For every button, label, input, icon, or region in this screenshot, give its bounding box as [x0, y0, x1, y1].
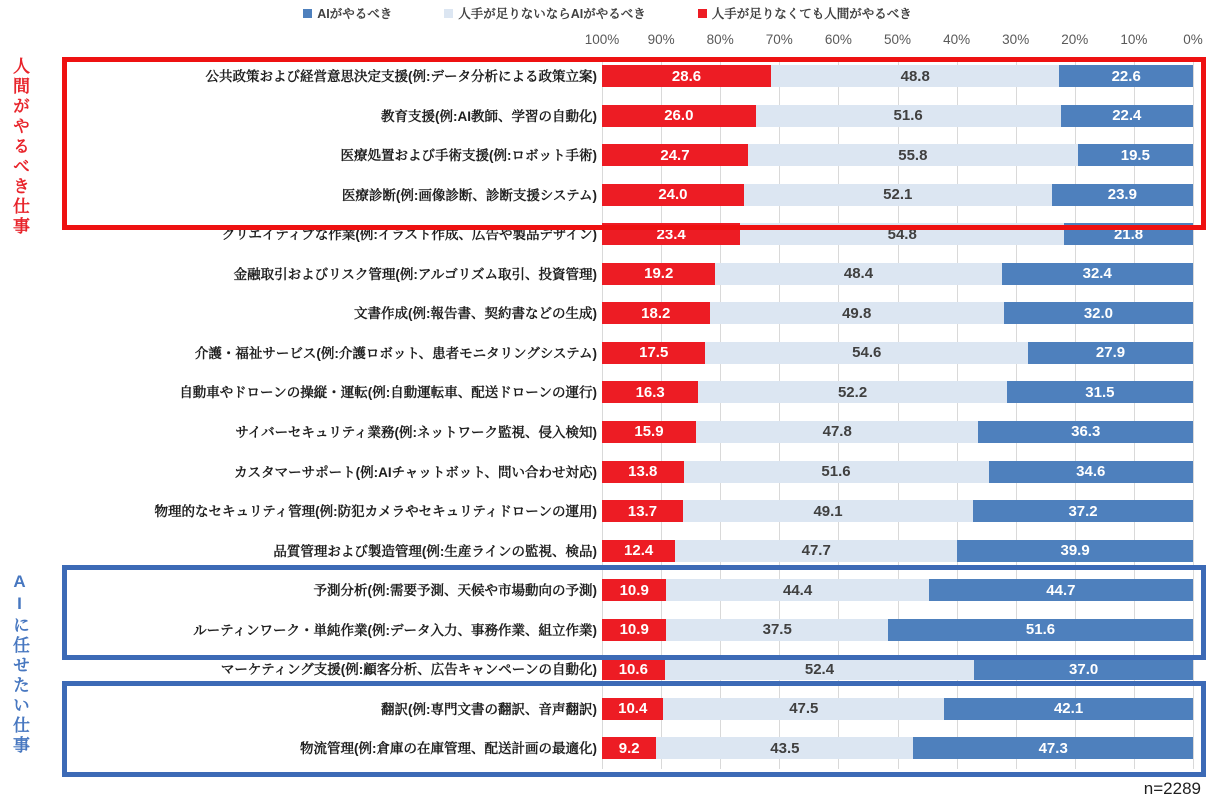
bar-segment-ai-if-needed	[666, 579, 928, 601]
bar-segment-ai-if-needed	[740, 223, 1064, 245]
bar-value: 37.5	[762, 621, 792, 639]
bar-segment-human	[602, 105, 756, 127]
axis-tick-label: 90%	[647, 32, 675, 47]
row-label: 介護・福祉サービス(例:介護ロボット、患者モニタリングシステム)	[194, 345, 597, 361]
bar-segment-human	[602, 342, 705, 364]
bar-value: 32.0	[1083, 304, 1114, 322]
bar-segment-ai-if-needed	[698, 381, 1007, 403]
bar-value: 23.4	[656, 225, 686, 243]
bar-row	[602, 65, 1193, 87]
bar-segment-ai-if-needed	[715, 263, 1001, 285]
bar-value: 22.6	[1111, 67, 1141, 85]
bar-value: 24.7	[660, 146, 690, 164]
bar-segment-ai-if-needed	[748, 144, 1078, 166]
bar-row	[602, 500, 1193, 522]
gridline	[1193, 57, 1194, 769]
row-label: カスタマーサポート(例:AIチャットボット、問い合わせ対応)	[234, 464, 597, 480]
bar-value: 32.4	[1082, 265, 1112, 283]
bar-row	[602, 658, 1193, 680]
bar-value: 19.5	[1120, 146, 1150, 164]
bar-value: 34.6	[1076, 463, 1106, 480]
axis-tick-label: 0%	[1183, 32, 1203, 47]
row-label: 文書作成(例:報告書、契約書などの生成)	[354, 306, 597, 322]
bar-value: 26.0	[664, 107, 694, 125]
bar-segment-ai	[978, 421, 1193, 443]
bar-value: 37.2	[1068, 502, 1098, 520]
bar-value: 10.9	[619, 621, 649, 639]
bar-segment-ai	[1078, 144, 1193, 166]
bar-segment-ai	[1007, 381, 1193, 403]
bar-value: 23.9	[1107, 186, 1137, 204]
bar-value: 17.5	[639, 344, 669, 362]
bar-value: 51.6	[821, 463, 851, 480]
row-label: 物理的なセキュリティ管理(例:防犯カメラやセキュリティドローンの運用)	[154, 504, 597, 520]
bar-segment-human	[602, 619, 666, 641]
bar-value: 42.1	[1053, 700, 1084, 718]
bar-segment-human	[602, 381, 698, 403]
bar-row	[602, 105, 1193, 127]
bar-segment-ai	[1004, 302, 1193, 324]
legend-item	[444, 4, 646, 22]
legend-swatch-icon	[698, 9, 707, 18]
bar-value: 49.8	[842, 304, 872, 322]
axis-tick-label: 50%	[883, 32, 912, 47]
bar-segment-ai-if-needed	[771, 65, 1059, 87]
legend-item-label: AIがやるべき	[317, 7, 393, 21]
bar-value: 43.5	[770, 739, 800, 757]
row-label: 予測分析(例:需要予測、天候や市場動向の予測)	[313, 583, 597, 599]
bar-segment-ai-if-needed	[684, 461, 989, 483]
bar-value: 13.7	[627, 502, 658, 520]
bar-segment-ai	[1064, 223, 1193, 245]
bar-value: 13.8	[628, 463, 658, 480]
bar-segment-ai-if-needed	[705, 342, 1028, 364]
bar-value: 16.3	[635, 383, 665, 401]
bar-segment-ai	[1061, 105, 1193, 127]
bar-value: 47.7	[801, 542, 831, 560]
bar-segment-ai	[1002, 263, 1193, 285]
bar-row	[602, 619, 1193, 641]
row-label: クリエイティブな作業(例:イラスト作成、広告や製品デザイン)	[221, 227, 597, 243]
axis-tick-label: 70%	[765, 32, 793, 47]
bar-segment-human	[602, 144, 748, 166]
legend-item-label: 人手が足りなくても人間がやるべき	[711, 7, 912, 21]
legend-swatch-icon	[444, 9, 453, 18]
bar-segment-ai	[957, 540, 1193, 562]
bar-value: 54.6	[852, 344, 882, 362]
bar-segment-human	[602, 658, 665, 680]
bar-value: 21.8	[1113, 225, 1144, 243]
row-label: 自動車やドローンの操縦・運転(例:自動運転車、配送ドローンの運行)	[179, 385, 597, 401]
bar-value: 22.4	[1112, 107, 1142, 125]
bar-segment-human	[602, 737, 656, 759]
bar-row	[602, 421, 1193, 443]
bar-value: 10.6	[618, 660, 648, 678]
bar-segment-human	[602, 579, 666, 601]
bar-value: 51.6	[1025, 621, 1056, 639]
axis-tick-label: 60%	[824, 32, 852, 47]
bar-value: 27.9	[1095, 344, 1126, 362]
bar-row	[602, 461, 1193, 483]
bar-segment-human	[602, 421, 696, 443]
bar-value: 15.9	[634, 423, 664, 441]
bar-segment-human	[602, 500, 683, 522]
bar-segment-human	[602, 223, 740, 245]
bar-value: 28.6	[671, 67, 702, 85]
bar-value: 18.2	[641, 304, 671, 322]
bar-segment-ai	[1052, 184, 1193, 206]
bar-segment-ai	[1059, 65, 1193, 87]
bar-value: 10.9	[619, 581, 649, 599]
row-label: 物流管理(例:倉庫の在庫管理、配送計画の最適化)	[300, 741, 597, 757]
bar-segment-ai-if-needed	[710, 302, 1004, 324]
bar-row	[602, 579, 1193, 601]
ai-tasks-box-2	[62, 681, 1206, 777]
bar-value: 47.5	[789, 700, 819, 718]
bar-segment-ai-if-needed	[683, 500, 973, 522]
row-label: 医療診断(例:画像診断、診断支援システム)	[341, 187, 597, 203]
row-label: マーケティング支援(例:顧客分析、広告キャンペーンの自動化)	[220, 662, 597, 678]
bar-segment-ai	[989, 461, 1193, 483]
bar-segment-ai-if-needed	[656, 737, 913, 759]
row-label: 翻訳(例:専門文書の翻訳、音声翻訳)	[381, 701, 597, 717]
bar-value: 31.5	[1085, 383, 1115, 401]
bar-segment-ai-if-needed	[756, 105, 1061, 127]
bar-value: 44.4	[783, 581, 813, 599]
bar-segment-ai-if-needed	[696, 421, 978, 443]
bar-value: 24.0	[658, 186, 688, 204]
bar-value: 54.8	[887, 225, 917, 243]
axis-tick-label: 40%	[943, 32, 971, 47]
row-label: 教育支援(例:AI教師、学習の自動化)	[381, 108, 597, 124]
bar-segment-ai	[944, 698, 1193, 720]
bar-row	[602, 737, 1193, 759]
bar-segment-ai	[929, 579, 1193, 601]
legend-item-label: 人手が足りないならAIがやるべき	[458, 7, 646, 21]
bar-value: 12.4	[624, 542, 654, 560]
chart-legend	[0, 4, 1215, 22]
bar-value: 36.3	[1071, 423, 1101, 441]
bar-value: 44.7	[1046, 581, 1076, 599]
axis-tick-label: 100%	[584, 32, 620, 47]
bar-segment-ai-if-needed	[744, 184, 1052, 206]
bar-segment-ai-if-needed	[663, 698, 944, 720]
bar-segment-ai	[913, 737, 1193, 759]
row-label: サイバーセキュリティ業務(例:ネットワーク監視、侵入検知)	[235, 424, 597, 440]
bar-segment-human	[602, 263, 715, 285]
bar-segment-ai-if-needed	[666, 619, 888, 641]
bar-value: 48.4	[843, 265, 874, 283]
axis-tick-label: 30%	[1002, 32, 1030, 47]
bar-segment-human	[602, 184, 744, 206]
bar-row	[602, 184, 1193, 206]
bar-segment-human	[602, 302, 710, 324]
axis-tick-label: 20%	[1061, 32, 1089, 47]
bar-value: 55.8	[898, 146, 928, 164]
bar-value: 52.2	[837, 383, 868, 401]
axis-tick-label: 10%	[1120, 32, 1148, 47]
row-label: 金融取引およびリスク管理(例:アルゴリズム取引、投資管理)	[233, 266, 597, 282]
row-label: ルーティンワーク・単純作業(例:データ入力、事務作業、組立作業)	[193, 622, 597, 638]
bar-value: 52.1	[883, 186, 913, 204]
bar-value: 10.4	[618, 700, 648, 718]
bar-value: 52.4	[804, 660, 835, 678]
side-label-human-tasks: 人間がやるべき仕事	[10, 57, 29, 237]
bar-row	[602, 698, 1193, 720]
bar-segment-human	[602, 540, 675, 562]
bar-segment-ai	[973, 500, 1193, 522]
bar-segment-ai	[974, 658, 1193, 680]
bar-segment-human	[602, 698, 663, 720]
bar-segment-ai-if-needed	[675, 540, 957, 562]
bar-value: 49.1	[813, 502, 843, 520]
bar-segment-ai-if-needed	[665, 658, 975, 680]
bar-row	[602, 144, 1193, 166]
bar-value: 39.9	[1060, 542, 1090, 560]
bar-row	[602, 263, 1193, 285]
row-label: 品質管理および製造管理(例:生産ラインの監視、検品)	[273, 543, 597, 559]
legend-item	[303, 4, 392, 22]
side-label-ai-tasks: AIに任せたい仕事	[10, 572, 29, 756]
bar-segment-ai	[888, 619, 1193, 641]
legend-swatch-icon	[303, 9, 312, 18]
bar-row	[602, 381, 1193, 403]
bar-value: 48.8	[900, 67, 930, 85]
bar-row	[602, 342, 1193, 364]
row-label: 公共政策および経営意思決定支援(例:データ分析による政策立案)	[205, 69, 597, 84]
bar-row	[602, 223, 1193, 245]
bar-value: 9.2	[618, 739, 640, 757]
bar-value: 19.2	[644, 265, 674, 283]
bar-row	[602, 302, 1193, 324]
bar-value: 47.3	[1038, 739, 1068, 757]
legend-item	[698, 4, 912, 22]
axis-tick-label: 80%	[706, 32, 734, 47]
bar-value: 51.6	[893, 107, 923, 125]
bar-segment-human	[602, 65, 771, 87]
row-label: 医療処置および手術支援(例:ロボット手術)	[340, 148, 597, 164]
bar-segment-human	[602, 461, 684, 483]
bar-value: 47.8	[822, 423, 852, 441]
bar-value: 37.0	[1069, 660, 1099, 678]
bar-segment-ai	[1028, 342, 1193, 364]
sample-size-note: n=2289	[1143, 779, 1201, 798]
bar-row	[602, 540, 1193, 562]
